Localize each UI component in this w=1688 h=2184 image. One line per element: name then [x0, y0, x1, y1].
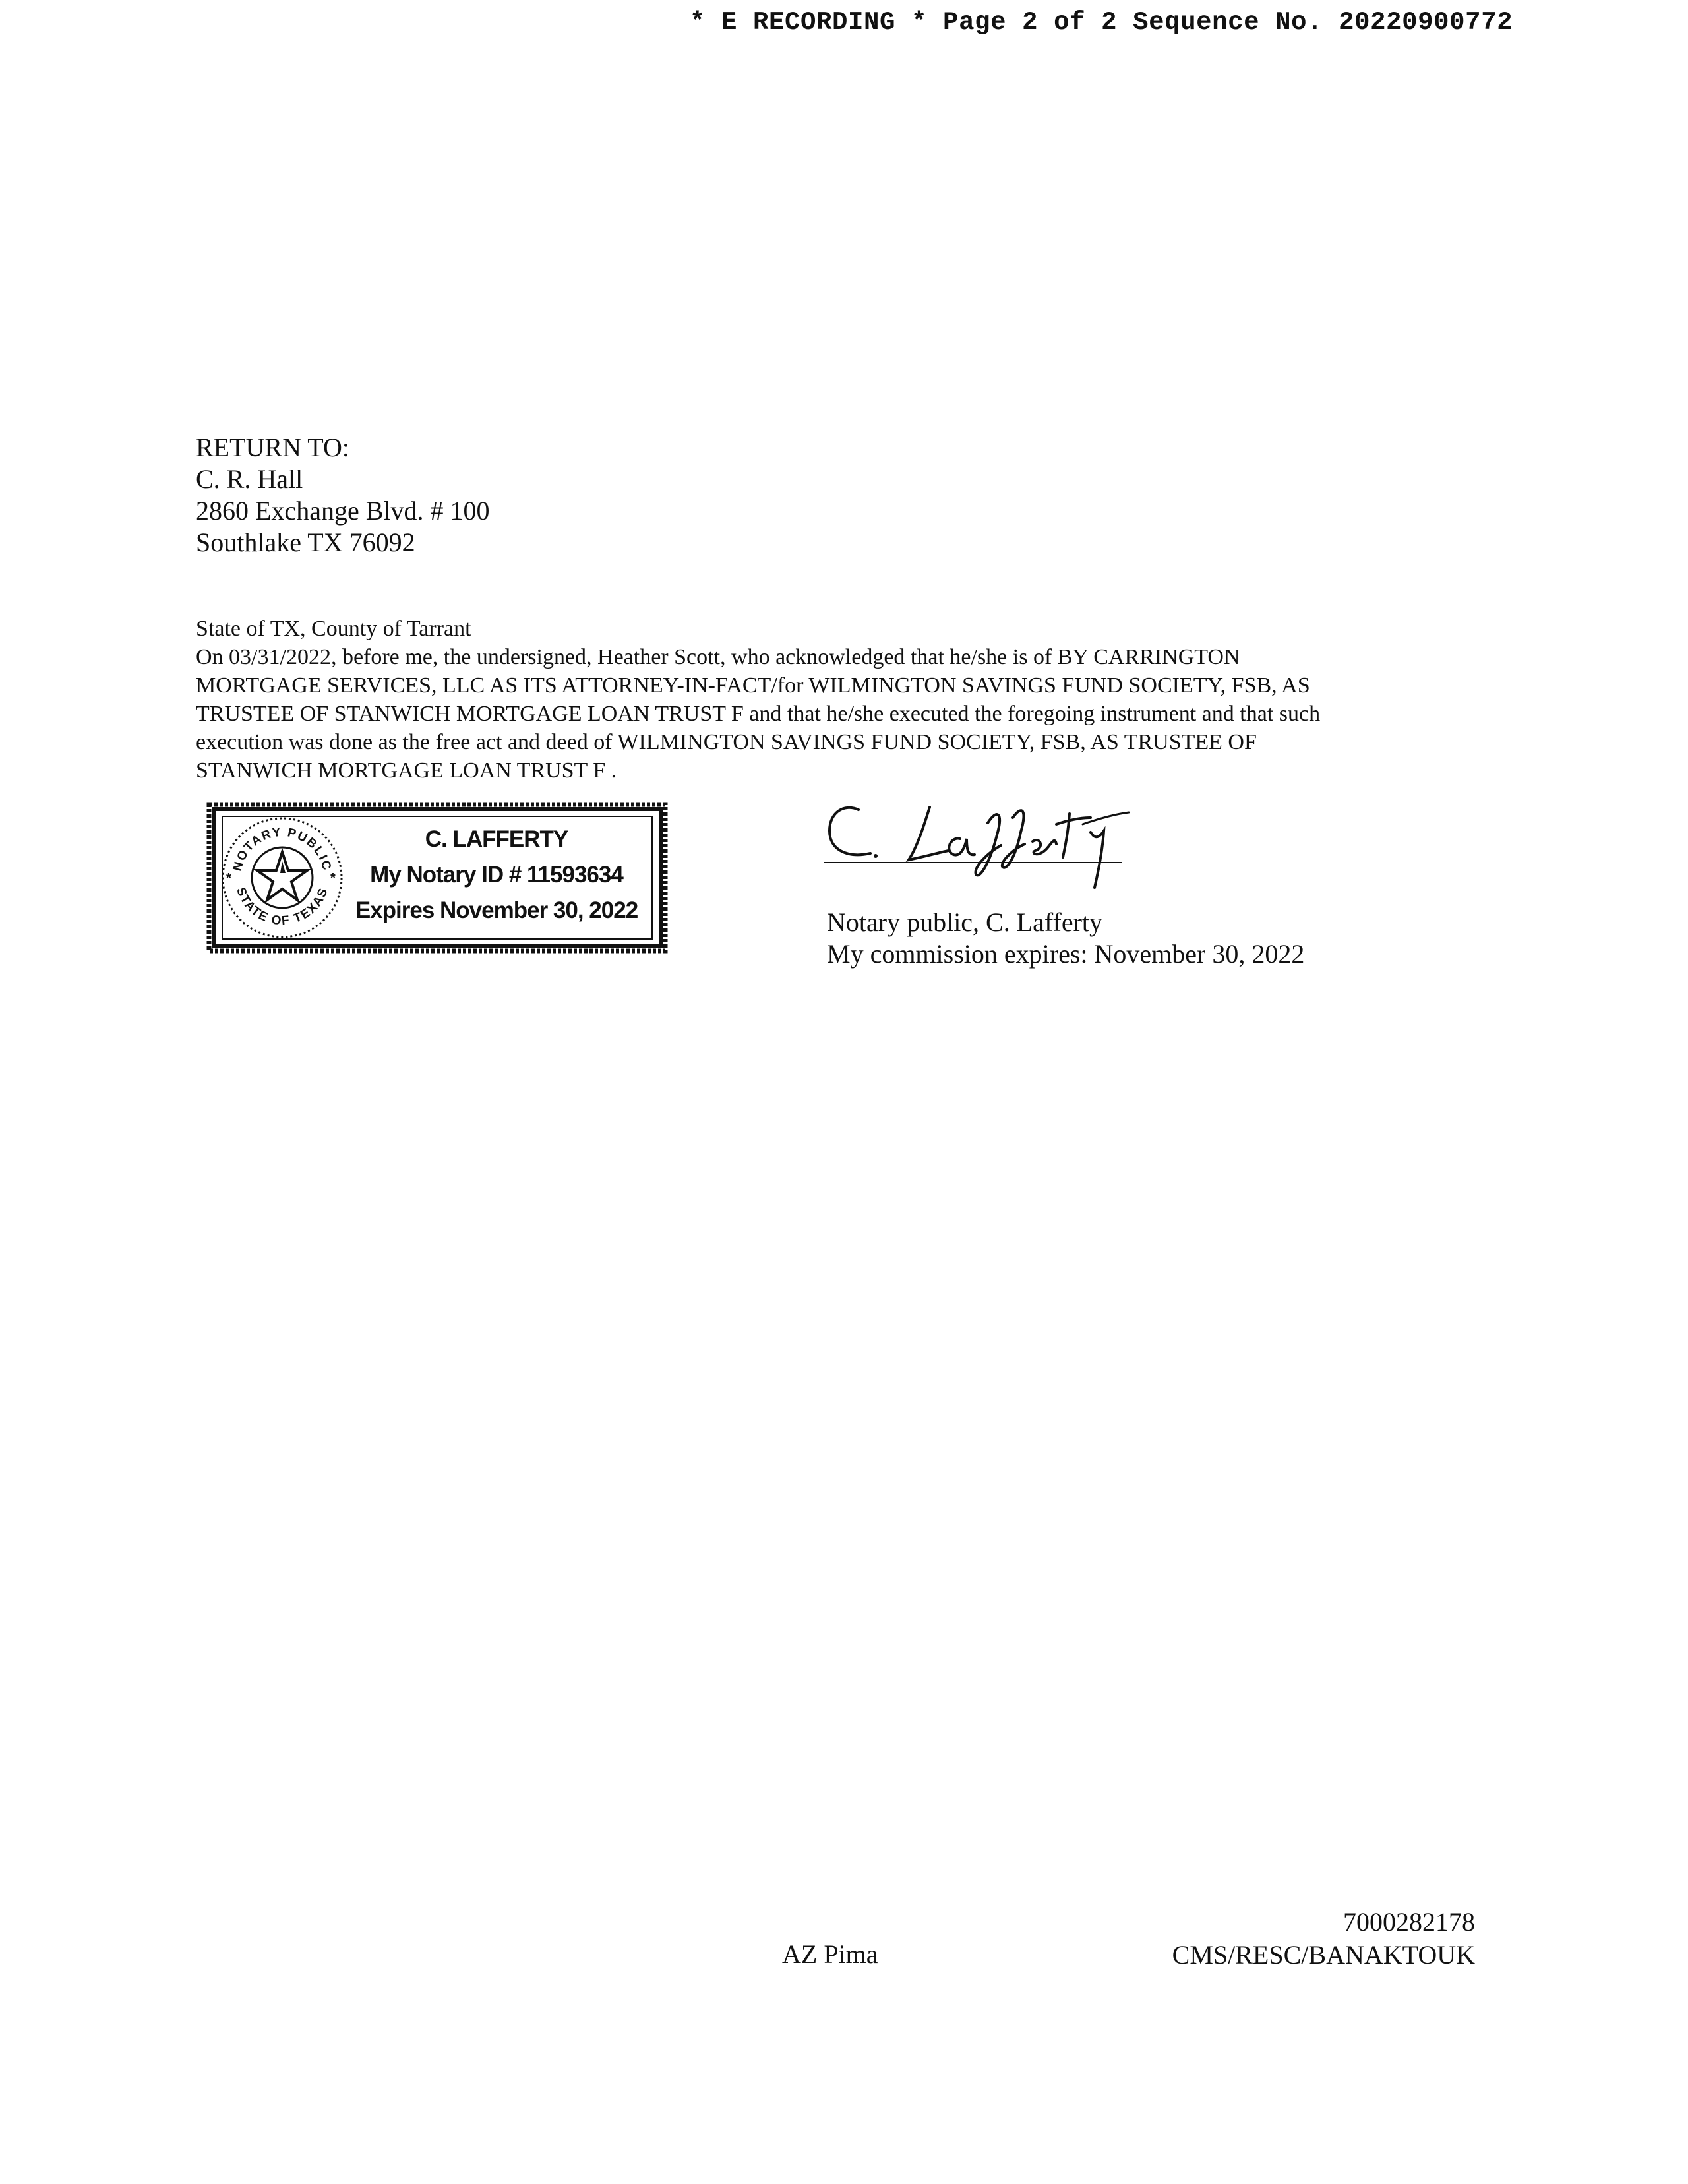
- ack-line: execution was done as the free act and deed of WILMINGTON SAVINGS FUND SOCIETY, FSB, AS TRUSTEE OF: [196, 730, 1257, 754]
- ack-line: MORTGAGE SERVICES, LLC AS ITS ATTORNEY-IN-FACT/for WILMINGTON SAVINGS FUND SOCIETY, FSB, AS: [196, 673, 1310, 698]
- stamp-expiration: Expires November 30, 2022: [355, 897, 638, 923]
- footer-reference: [1172, 1906, 1475, 1972]
- svg-text:STATE OF TEXAS: STATE OF TEXAS: [233, 885, 331, 928]
- return-to-label: RETURN TO:: [196, 433, 349, 462]
- return-to-address: [196, 432, 490, 559]
- footer-location: AZ Pima: [782, 1939, 878, 1969]
- notary-public-line: Notary public, C. Lafferty: [827, 907, 1103, 937]
- signature-icon: [824, 798, 1134, 897]
- ack-line: STANWICH MORTGAGE LOAN TRUST F .: [196, 758, 617, 783]
- stamp-notary-name: C. LAFFERTY: [425, 826, 568, 852]
- recording-header: * E RECORDING * Page 2 of 2 Sequence No. 20220900772: [690, 8, 1513, 37]
- notary-signature-block: [827, 907, 1304, 970]
- notary-stamp-text: [342, 822, 651, 928]
- return-to-city: Southlake TX 76092: [196, 528, 415, 557]
- notary-stamp: [206, 802, 668, 954]
- ack-line: TRUSTEE OF STANWICH MORTGAGE LOAN TRUST F and that he/she executed the foregoing instrument and that such: [196, 702, 1321, 726]
- footer-number: 7000282178: [1343, 1907, 1475, 1937]
- notary-seal-icon: [223, 818, 342, 937]
- svg-text:*: *: [330, 871, 336, 886]
- return-to-name: C. R. Hall: [196, 464, 303, 494]
- venue-line: State of TX, County of Tarrant: [196, 617, 471, 641]
- svg-text:NOTARY PUBLIC: NOTARY PUBLIC: [230, 825, 334, 873]
- footer-code: CMS/RESC/BANAKTOUK: [1172, 1940, 1475, 1970]
- return-to-street: 2860 Exchange Blvd. # 100: [196, 496, 490, 526]
- ack-line: On 03/31/2022, before me, the undersigned, Heather Scott, who acknowledged that he/she is of BY CARRINGTON: [196, 645, 1240, 669]
- stamp-notary-id: My Notary ID # 11593634: [370, 862, 623, 888]
- svg-text:*: *: [226, 871, 231, 886]
- commission-expiration-line: My commission expires: November 30, 2022: [827, 939, 1305, 969]
- acknowledgment-paragraph: [196, 615, 1515, 785]
- handwritten-signature: [824, 798, 1134, 897]
